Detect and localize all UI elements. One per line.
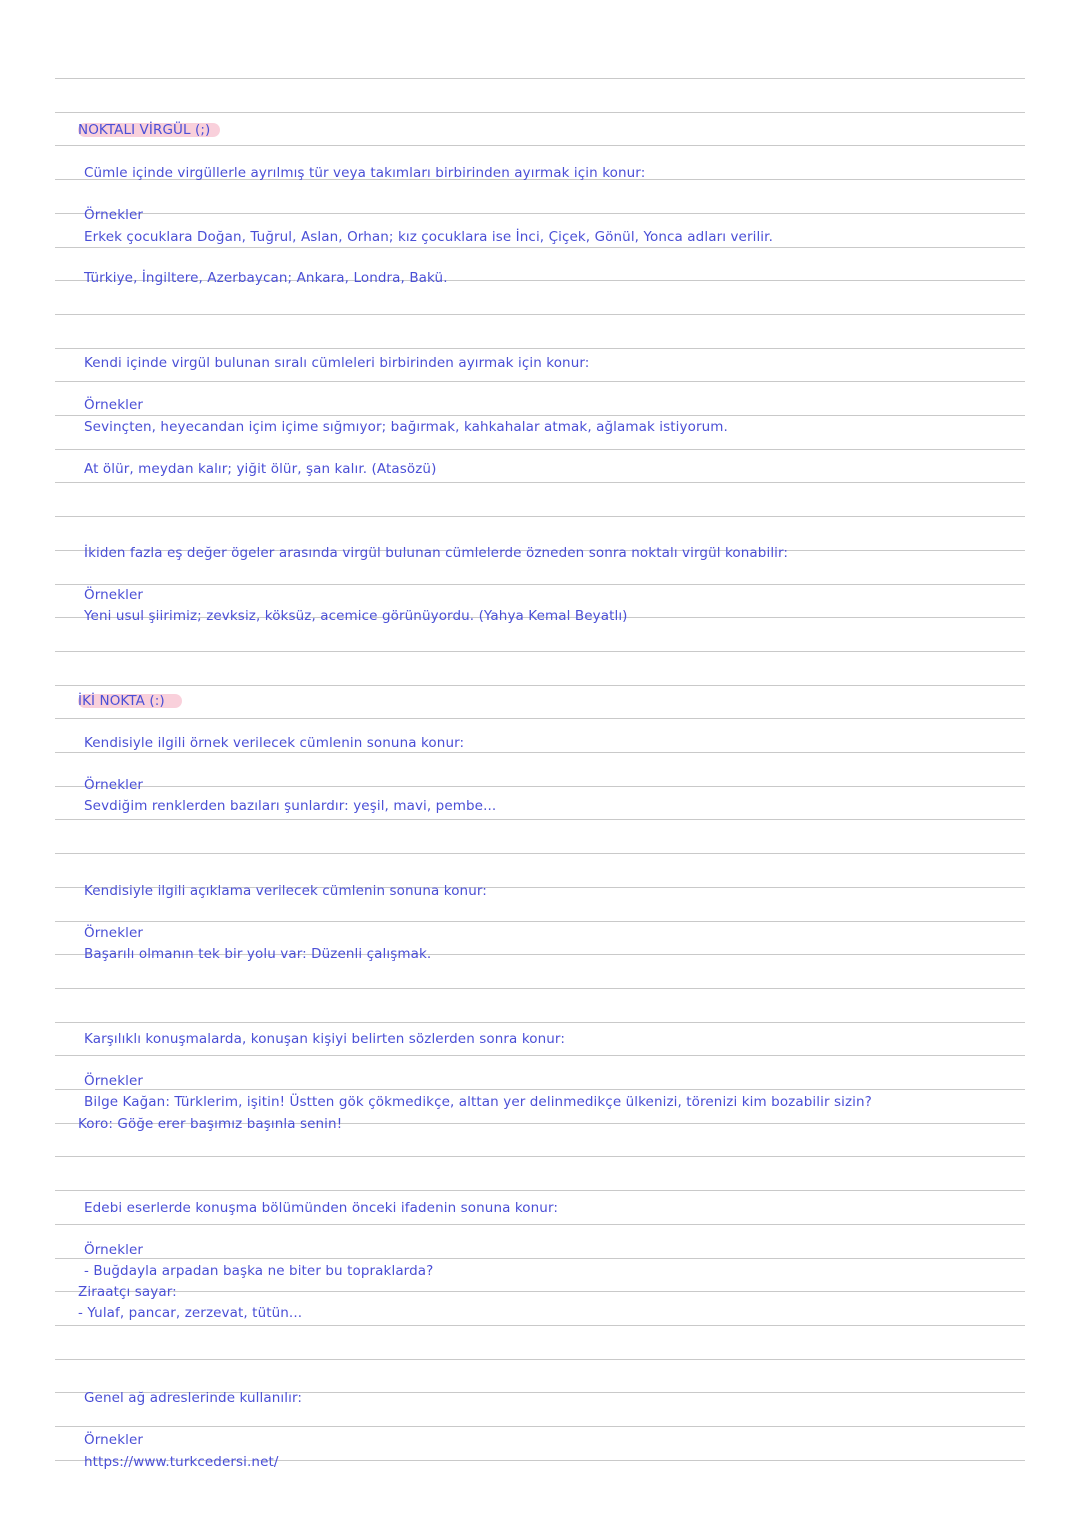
section-heading: NOKTALI VİRGÜL (;)	[78, 122, 211, 138]
example-line: https://www.turkcedersi.net/	[84, 1454, 279, 1470]
examples-label: Örnekler	[84, 587, 144, 603]
example-line: At ölür, meydan kalır; yiğit ölür, şan kalır. (Atasözü)	[84, 461, 437, 477]
ruled-line	[55, 314, 1025, 315]
ruled-line	[55, 1156, 1025, 1157]
example-line: Türkiye, İngiltere, Azerbaycan; Ankara, Londra, Bakü.	[84, 270, 448, 286]
rule-description: Genel ağ adreslerinde kullanılır:	[84, 1390, 303, 1406]
ruled-line	[55, 78, 1025, 79]
ruled-line	[55, 381, 1025, 382]
ruled-line	[55, 1359, 1025, 1360]
ruled-line	[55, 112, 1025, 113]
ruled-line	[55, 786, 1025, 787]
ruled-line	[55, 1190, 1025, 1191]
rule-description: Kendisiyle ilgili açıklama verilecek cümlenin sonuna konur:	[84, 883, 487, 899]
ruled-line	[55, 1022, 1025, 1023]
ruled-line	[55, 718, 1025, 719]
ruled-line	[55, 482, 1025, 483]
ruled-line	[55, 584, 1025, 585]
example-line: Erkek çocuklara Doğan, Tuğrul, Aslan, Orhan; kız çocuklara ise İnci, Çiçek, Gönül, Yonca adları verilir.	[84, 229, 773, 245]
ruled-line	[55, 651, 1025, 652]
rule-description: Cümle içinde virgüllerle ayrılmış tür veya takımları birbirinden ayırmak için konur:	[84, 165, 646, 181]
examples-label: Örnekler	[84, 1073, 144, 1089]
ruled-line	[55, 1258, 1025, 1259]
ruled-line	[55, 516, 1025, 517]
example-line: - Buğdayla arpadan başka ne biter bu topraklarda?	[84, 1263, 434, 1279]
ruled-line	[55, 1089, 1025, 1090]
ruled-line	[55, 1325, 1025, 1326]
ruled-line	[55, 819, 1025, 820]
example-line: Ziraatçı sayar:	[78, 1284, 177, 1300]
ruled-line	[55, 1055, 1025, 1056]
ruled-line	[55, 247, 1025, 248]
examples-label: Örnekler	[84, 397, 144, 413]
example-line: Koro: Göğe erer başımız başınla senin!	[78, 1116, 343, 1132]
section-heading: İKİ NOKTA (:)	[78, 693, 165, 709]
example-line: Sevdiğim renklerden bazıları şunlardır: yeşil, mavi, pembe...	[84, 798, 497, 814]
example-line: Başarılı olmanın tek bir yolu var: Düzenli çalışmak.	[84, 946, 432, 962]
ruled-line	[55, 348, 1025, 349]
ruled-line	[55, 921, 1025, 922]
ruled-line	[55, 145, 1025, 146]
ruled-line	[55, 1291, 1025, 1292]
example-line: Yeni usul şiirimiz; zevksiz, köksüz, acemice görünüyordu. (Yahya Kemal Beyatlı)	[84, 608, 628, 624]
examples-label: Örnekler	[84, 925, 144, 941]
rule-description: Kendi içinde virgül bulunan sıralı cümleleri birbirinden ayırmak için konur:	[84, 355, 590, 371]
ruled-line	[55, 685, 1025, 686]
example-line: Sevinçten, heyecandan içim içime sığmıyor; bağırmak, kahkahalar atmak, ağlamak istiyorum.	[84, 419, 728, 435]
ruled-line	[55, 853, 1025, 854]
ruled-line	[55, 415, 1025, 416]
example-line: - Yulaf, pancar, zerzevat, tütün...	[78, 1305, 303, 1321]
examples-label: Örnekler	[84, 777, 144, 793]
ruled-line	[55, 1224, 1025, 1225]
examples-label: Örnekler	[84, 1432, 144, 1448]
examples-label: Örnekler	[84, 207, 144, 223]
ruled-line	[55, 213, 1025, 214]
ruled-line	[55, 449, 1025, 450]
rule-description: İkiden fazla eş değer ögeler arasında virgül bulunan cümlelerde özneden sonra noktalı virgül konabilir:	[84, 545, 789, 561]
ruled-line	[55, 988, 1025, 989]
examples-label: Örnekler	[84, 1242, 144, 1258]
ruled-line	[55, 1426, 1025, 1427]
example-line: Bilge Kağan: Türklerim, işitin! Üstten gök çökmedikçe, alttan yer delinmedikçe ülkenizi, törenizi kim bozabilir sizin?	[84, 1094, 872, 1110]
rule-description: Kendisiyle ilgili örnek verilecek cümlenin sonuna konur:	[84, 735, 465, 751]
ruled-line	[55, 752, 1025, 753]
rule-description: Edebi eserlerde konuşma bölümünden önceki ifadenin sonuna konur:	[84, 1200, 559, 1216]
rule-description: Karşılıklı konuşmalarda, konuşan kişiyi belirten sözlerden sonra konur:	[84, 1031, 565, 1047]
